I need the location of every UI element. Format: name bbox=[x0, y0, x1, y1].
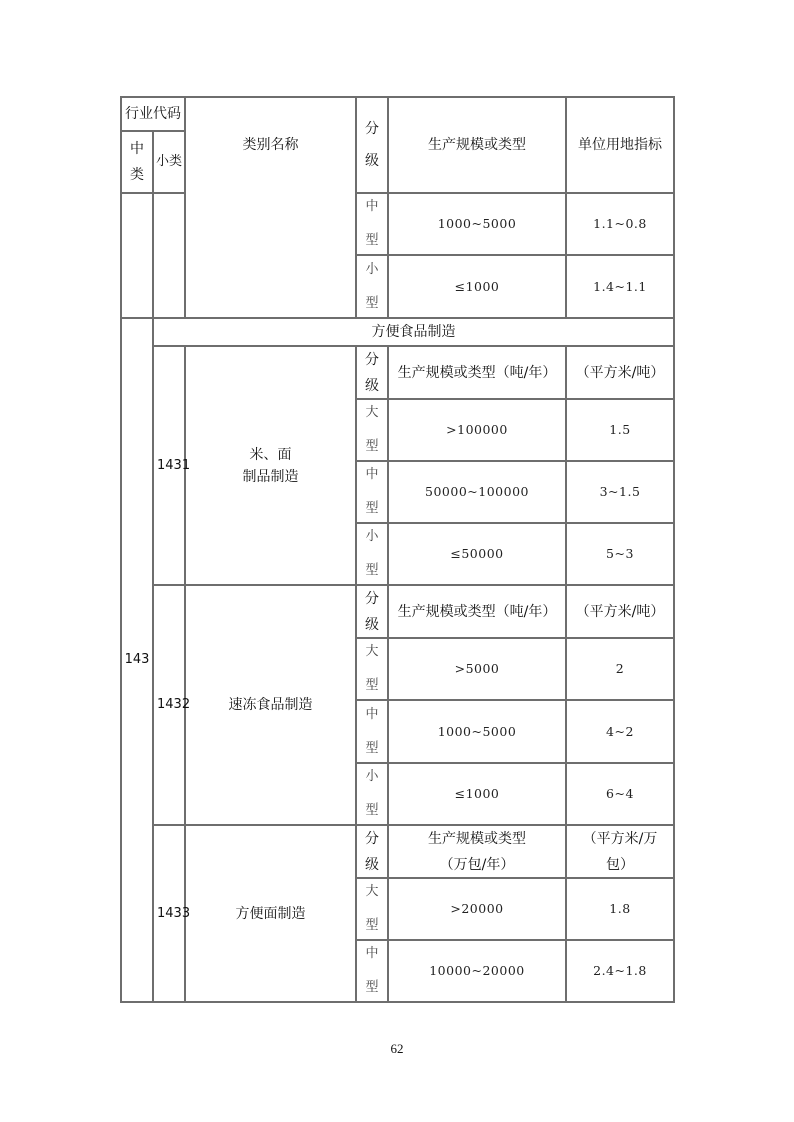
grade-header bbox=[357, 586, 387, 637]
grade-char2: 级 bbox=[365, 377, 379, 394]
grade-char1: 大 bbox=[365, 405, 379, 420]
small-class-code: 1432 bbox=[157, 697, 191, 712]
grade-cell bbox=[357, 524, 387, 584]
index-cell: 1.8 bbox=[609, 901, 631, 916]
header-grade bbox=[357, 98, 387, 192]
header-scale: 生产规模或类型 bbox=[428, 137, 526, 153]
middle-class-code: 143 bbox=[124, 652, 150, 667]
scale-header bbox=[389, 826, 565, 877]
index-cell: 1.1~0.8 bbox=[593, 216, 647, 231]
header-small-class: 小类 bbox=[155, 154, 182, 169]
grade-char1: 中 bbox=[365, 946, 379, 961]
header-industry-code: 行业代码 bbox=[125, 106, 181, 122]
table-border-right bbox=[673, 96, 675, 1003]
scale-cell: 1000~5000 bbox=[437, 723, 517, 739]
scale-header-line2: （万包/年） bbox=[439, 856, 515, 873]
index-header: （平方米/吨） bbox=[575, 364, 665, 381]
grade-char2: 型 bbox=[365, 980, 379, 995]
scale-cell: ≤1000 bbox=[454, 786, 500, 801]
scale-header-line1: 生产规模或类型 bbox=[428, 830, 526, 847]
grade-char1: 中 bbox=[365, 467, 379, 482]
grade-cell bbox=[357, 639, 387, 699]
group-title: 方便食品制造 bbox=[371, 324, 456, 340]
grade-char1: 小 bbox=[365, 529, 379, 544]
scale-cell: >5000 bbox=[454, 661, 500, 676]
grade-cell bbox=[357, 701, 387, 762]
grade-char2: 型 bbox=[365, 295, 379, 311]
header-category-name: 类别名称 bbox=[242, 137, 299, 153]
index-header bbox=[567, 826, 673, 877]
grade-char2: 型 bbox=[365, 439, 379, 454]
grade-char1: 中 bbox=[365, 706, 379, 722]
grade-char1: 分 bbox=[365, 351, 379, 368]
grade-cell bbox=[357, 462, 387, 522]
grade-char2: 型 bbox=[365, 803, 379, 818]
grade-char2: 型 bbox=[365, 740, 379, 756]
category-name bbox=[186, 347, 355, 584]
index-cell: 3~1.5 bbox=[599, 484, 641, 499]
index-cell: 1.4~1.1 bbox=[593, 278, 647, 294]
table-border-bottom bbox=[120, 1001, 675, 1003]
small-class-code: 1431 bbox=[157, 457, 191, 473]
index-cell: 4~2 bbox=[606, 723, 634, 739]
grade-char1: 大 bbox=[365, 884, 379, 899]
index-cell: 2.4~1.8 bbox=[593, 963, 647, 978]
grade-char1: 分 bbox=[365, 830, 379, 847]
index-header-line2: 包） bbox=[606, 856, 634, 873]
index-cell: 2 bbox=[615, 661, 625, 676]
grade-char1: 小 bbox=[365, 261, 379, 277]
grade-char1: 大 bbox=[365, 644, 379, 659]
scale-cell: ≤1000 bbox=[454, 278, 500, 294]
grade-char1: 小 bbox=[365, 769, 379, 784]
header-middle-class bbox=[122, 132, 152, 192]
grade-char2: 型 bbox=[365, 233, 379, 248]
scale-cell: ≤50000 bbox=[450, 546, 504, 561]
category-name: 速冻食品制造 bbox=[228, 697, 313, 713]
scale-header: 生产规模或类型（吨/年） bbox=[397, 603, 557, 620]
grade-char1: 分 bbox=[365, 590, 379, 607]
scale-cell: >20000 bbox=[450, 901, 504, 916]
scale-cell: 1000~5000 bbox=[437, 216, 517, 231]
header-land-index: 单位用地指标 bbox=[578, 137, 662, 153]
scale-cell: 10000~20000 bbox=[429, 963, 525, 978]
grade-char2: 级 bbox=[365, 856, 379, 873]
category-name-line2: 制品制造 bbox=[242, 468, 299, 485]
scale-cell: 50000~100000 bbox=[425, 484, 529, 499]
grade-char2: 级 bbox=[365, 616, 379, 633]
grade-char1: 中 bbox=[365, 199, 379, 214]
header-grade-char1: 分 bbox=[365, 121, 379, 137]
header-middle-class-char2: 类 bbox=[130, 167, 144, 183]
grade-char2: 型 bbox=[365, 678, 379, 693]
page-number: 62 bbox=[390, 1041, 404, 1056]
index-cell: 6~4 bbox=[606, 786, 634, 801]
grade-char2: 型 bbox=[365, 918, 379, 933]
grade-char2: 型 bbox=[365, 563, 379, 578]
category-name: 方便面制造 bbox=[235, 905, 306, 922]
small-class-code: 1433 bbox=[157, 905, 191, 921]
scale-cell: >100000 bbox=[446, 422, 508, 437]
grade-cell bbox=[357, 400, 387, 460]
grade-cell bbox=[357, 764, 387, 824]
index-cell: 5~3 bbox=[606, 546, 634, 561]
grade-header bbox=[357, 347, 387, 398]
grade-cell bbox=[357, 879, 387, 939]
index-cell: 1.5 bbox=[609, 422, 631, 437]
scale-header: 生产规模或类型（吨/年） bbox=[397, 364, 557, 381]
grade-cell bbox=[357, 194, 387, 254]
grade-cell bbox=[357, 256, 387, 317]
header-grade-char2: 级 bbox=[365, 153, 379, 169]
category-name-line1: 米、面 bbox=[249, 446, 292, 463]
header-middle-class-char1: 中 bbox=[130, 141, 144, 157]
grade-header bbox=[357, 826, 387, 877]
index-header: （平方米/吨） bbox=[575, 603, 665, 620]
grade-cell bbox=[357, 941, 387, 1001]
grade-char2: 型 bbox=[365, 501, 379, 516]
index-header-line1: （平方米/万 bbox=[582, 830, 658, 847]
